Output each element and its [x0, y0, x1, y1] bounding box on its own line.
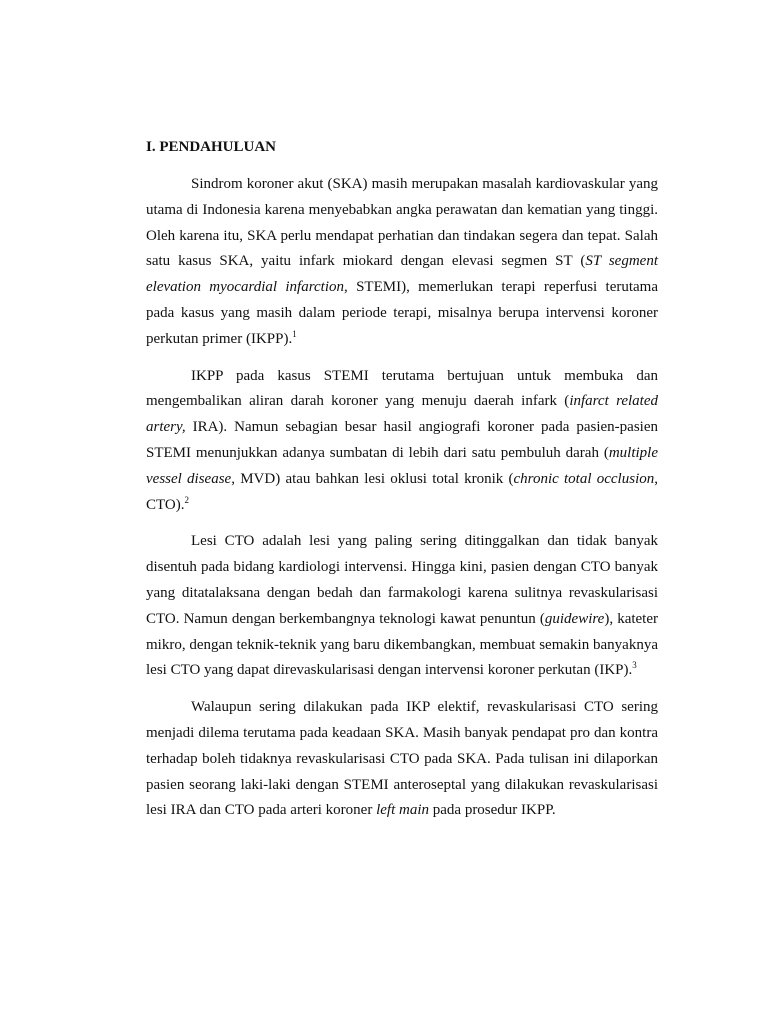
- paragraph-text: Sindrom koroner akut (SKA) masih merupakan masalah kardiovaskular yang utama di Indonesia karena menyebabkan angka perawatan dan kematian yang tinggi. Oleh karena itu, SKA perlu mendapat perhatian dan tindakan segera dan tepat. Salah satu kasus SKA, yaitu infark miokard dengan elevasi segmen ST (: [146, 176, 658, 270]
- paragraph-text: IKPP pada kasus STEMI terutama bertujuan untuk membuka dan mengembalikan aliran darah koroner yang menuju daerah infark (: [146, 367, 658, 410]
- paragraph-text: , CTO).: [146, 470, 658, 513]
- body-paragraph: [146, 364, 658, 519]
- paragraph-text: Lesi CTO adalah lesi yang paling sering ditinggalkan dan tidak banyak disentuh pada bidang kardiologi intervensi. Hingga kini, pasien dengan CTO banyak yang ditatalaksana dengan bedah dan farmakologi karena sulitnya revaskularisasi CTO. Namun dengan berkembangnya teknologi kawat penuntun (: [146, 533, 658, 627]
- citation-superscript: 2: [184, 494, 189, 505]
- italic-term: multiple vessel disease: [146, 444, 658, 487]
- italic-term: left main: [376, 802, 429, 819]
- section-heading: I. PENDAHULUAN: [146, 139, 277, 155]
- paragraph-list: [146, 172, 658, 824]
- paragraph-text: , MVD) atau bahkan lesi oklusi total kronik (: [231, 470, 514, 487]
- document-body: [146, 137, 658, 824]
- body-paragraph: [146, 695, 658, 824]
- citation-superscript: 3: [632, 660, 637, 671]
- paragraph-text: pada prosedur IKPP.: [429, 802, 556, 819]
- italic-term: ST segment elevation myocardial infarction: [146, 253, 658, 296]
- italic-term: guidewire: [544, 610, 605, 627]
- paragraph-text: IRA). Namun sebagian besar hasil angiografi koroner pada pasien-pasien STEMI menunjukkan adanya sumbatan di lebih dari satu pembuluh darah (: [146, 419, 658, 461]
- italic-term: infarct related artery,: [146, 393, 658, 436]
- citation-superscript: 1: [292, 328, 297, 339]
- italic-term: chronic total occlusion: [513, 470, 655, 487]
- body-paragraph: [146, 529, 658, 684]
- paragraph-text: , STEMI), memerlukan terapi reperfusi terutama pada kasus yang masih dalam periode terapi, misalnya berupa intervensi koroner perkutan primer (IKPP).: [146, 279, 658, 347]
- body-paragraph: [146, 172, 658, 353]
- paragraph-text: Walaupun sering dilakukan pada IKP elektif, revaskularisasi CTO sering menjadi dilema terutama pada keadaan SKA. Masih banyak pendapat pro dan kontra terhadap boleh tidaknya revaskularisasi CTO pada SKA. Pada tulisan ini dilaporkan pasien seorang laki-laki dengan STEMI anteroseptal yang dilakukan revaskularisasi lesi IRA dan CTO pada arteri koroner: [146, 699, 658, 819]
- paragraph-text: ), kateter mikro, dengan teknik-teknik yang baru dikembangkan, membuat semakin banyaknya lesi CTO yang dapat direvaskularisasi dengan intervensi koroner perkutan (IKP).: [146, 610, 658, 679]
